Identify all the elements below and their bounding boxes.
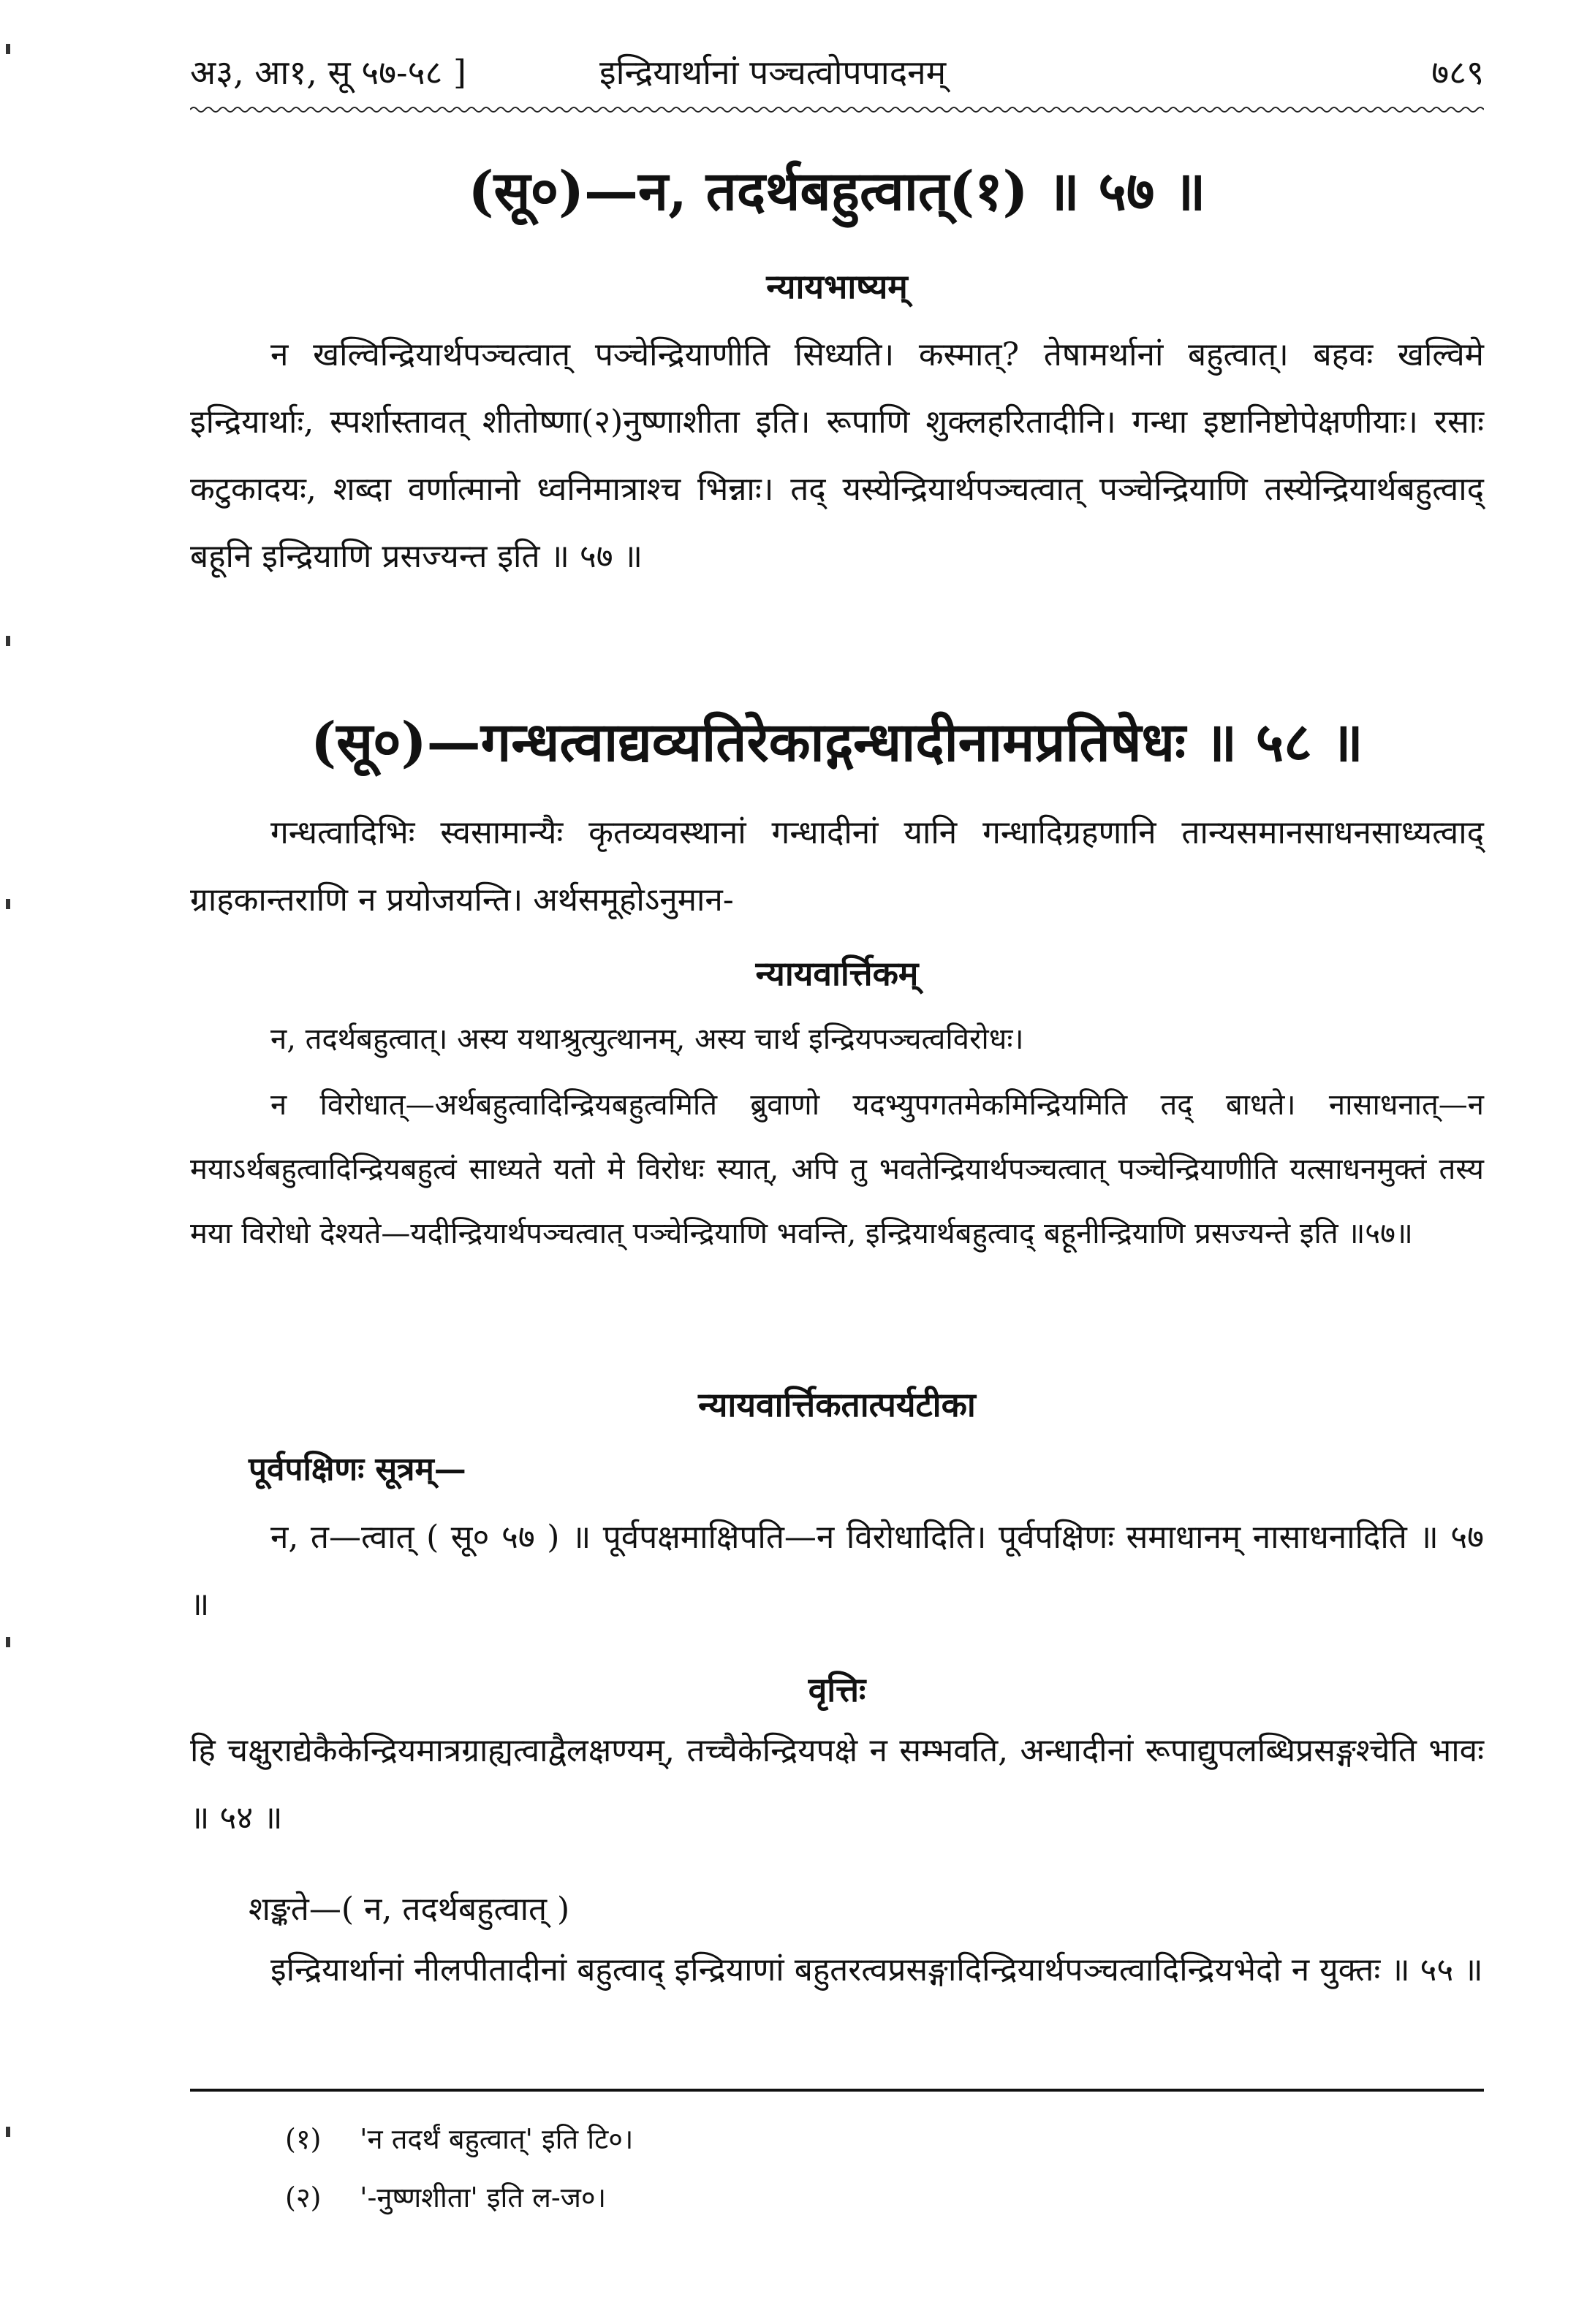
sutra-58: (सू०)—गन्धत्वाद्यव्यतिरेकाद्गन्धादीनामप्रतिषेधः ॥ ५८ ॥ [311,711,1363,774]
vritti-paragraph-1: हि चक्षुराद्येकैकेन्द्रियमात्रग्राह्यत्वाद्वैलक्षण्यम्, तच्चैकेन्द्रियपक्षे न सम्भवति, अन्धादीनां रूपाद्युपलब्धिप्रसङ्गश्चेति भावः ॥ ५४ ॥ [190,1732,1484,1837]
header-title: इन्द्रियार्थानां पञ्चत्वोपपादनम् [599,53,947,92]
heading-nyaya-varttika: न्यायवार्त्तिकम् [755,954,919,993]
bhashya-57-paragraph: न खल्विन्द्रियार्थपञ्चत्वात् पञ्चेन्द्रियाणीति सिध्यति। कस्मात्? तेषामर्थानां बहुत्वात्। बहवः खल्विमे इन्द्रियार्थाः, स्पर्शास्तावत् शीतोष्णा(२)नुष्णाशीता इति। रूपाणि शुक्लहरितादीनि। गन्धा इष्टानिष्टोपेक्षणीयाः। रसाः कटुकादयः, शब्दा वर्णात्मानो ध्वनिमात्राश्च भिन्नाः। तद् यस्येन्द्रियार्थपञ्चत्वात् पञ्चेन्द्रियाणि तस्येन्द्रियार्थबहुत्वाद् बहूनि इन्द्रियाणि प्रसज्यन्त इति ॥ ५७ ॥ [190,336,1484,575]
page-number: ७८९ [1431,53,1484,92]
margin-mark [6,899,10,909]
chapter-reference: अ३, आ१, सू ५७-५८ ] [190,53,466,92]
running-header [190,42,1484,101]
margin-mark [6,636,10,646]
tika-paragraph: न, त—त्वात् ( सू० ५७ ) ॥ पूर्वपक्षमाक्षिपति—न विरोधादिति। पूर्वपक्षिणः समाधानम् नासाधनादिति ॥ ५७ ॥ [190,1519,1484,1623]
footnote-text: 'न तदर्थं बहुत्वात्' इति टि०। [360,2123,634,2155]
varttika-paragraph-1: न, तदर्थबहुत्वात्। अस्य यथाश्रुत्युत्थानम्, अस्य चार्थ इन्द्रियपञ्चत्वविरोधः। [270,1022,1024,1056]
vritti-label: शङ्कते—( न, तदर्थबहुत्वात् ) [249,1891,570,1928]
bhashya-58-paragraph: गन्धत्वादिभिः स्वसामान्यैः कृतव्यवस्थानां गन्धादीनां यानि गन्धादिग्रहणानि तान्यसमानसाधनसाध्यत्वाद् ग्राहकान्तराणि न प्रयोजयन्ति। अर्थसमूहोऽनुमान- [190,814,1484,919]
margin-mark [6,2127,10,2137]
sutra-57: (सू०)—न, तदर्थबहुत्वात्(१) ॥ ५७ ॥ [468,160,1206,223]
footnote-2 [285,2178,606,2216]
heading-tatparya-tika: न्यायवार्त्तिकतात्पर्यटीका [698,1385,976,1424]
footnote-number: (१) [285,2123,322,2155]
footnote-1 [285,2119,633,2157]
wavy-rule [190,105,1484,114]
margin-mark [6,1637,10,1647]
margin-mark [6,44,10,54]
heading-nyaya-bhashya: न्यायभाष्यम् [766,267,908,306]
heading-vritti: वृत्तिः [808,1670,866,1709]
varttika-paragraph-2: न विरोधात्—अर्थबहुत्वादिन्द्रियबहुत्वमिति ब्रुवाणो यदभ्युपगतमेकमिन्द्रियमिति तद् बाधते। नासाधनात्—न मयाऽर्थबहुत्वादिन्द्रियबहुत्वं साध्यते यतो मे विरोधः स्यात्, अपि तु भवतेन्द्रियार्थपञ्चत्वात् पञ्चेन्द्रियाणीति यत्साधनमुक्तं तस्य मया विरोधो देश्यते—यदीन्द्रियार्थपञ्चत्वात् पञ्चेन्द्रियाणि भवन्ति, इन्द्रियार्थबहुत्वाद् बहूनीन्द्रियाणि प्रसज्यन्ते इति ॥५७॥ [190,1088,1484,1250]
footnote-text: '-नुष्णशीता' इति ल-ज०। [360,2181,607,2214]
footnote-rule [190,2089,1484,2092]
footnote-number: (२) [285,2181,322,2214]
tika-label: पूर्वपक्षिणः सूत्रम्— [249,1451,466,1488]
vritti-paragraph-2: इन्द्रियार्थानां नीलपीतादीनां बहुत्वाद् इन्द्रियाणां बहुतरत्वप्रसङ्गादिन्द्रियार्थपञ्चत्वादिन्द्रियभेदो न युक्तः ॥ ५५ ॥ [270,1951,1483,1989]
